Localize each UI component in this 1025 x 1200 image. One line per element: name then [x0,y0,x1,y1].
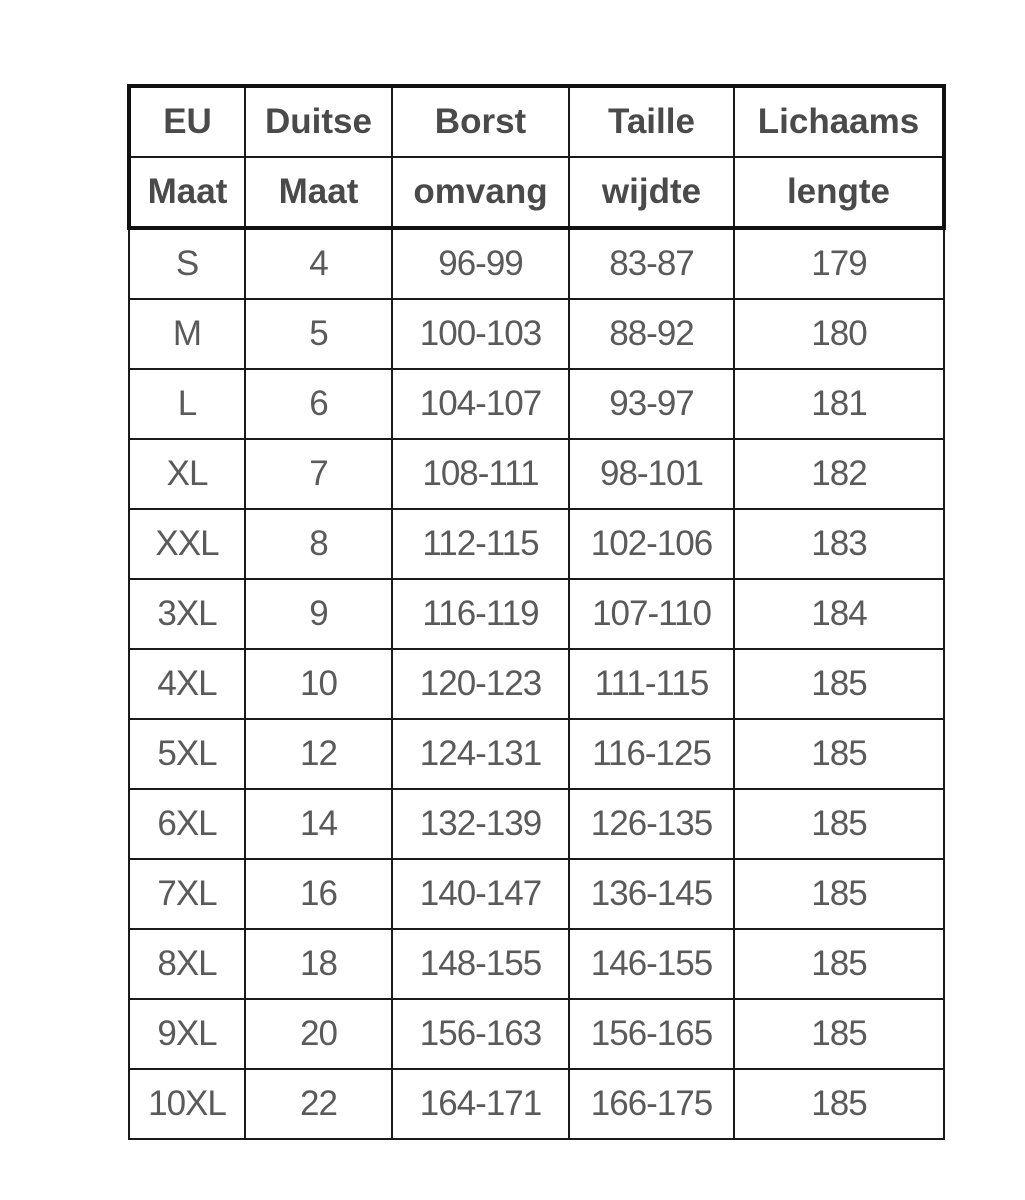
cell-waist: 107-110 [569,579,734,649]
cell-waist: 102-106 [569,509,734,579]
cell-chest: 120-123 [392,649,569,719]
header-lengte: lengte [734,157,944,228]
size-chart-table [127,84,946,1140]
table-row [129,439,944,509]
cell-chest: 124-131 [392,719,569,789]
cell-eu-size: 4XL [129,649,245,719]
cell-height: 185 [734,1069,944,1139]
cell-german-size: 22 [245,1069,392,1139]
cell-height: 183 [734,509,944,579]
table-row [129,579,944,649]
cell-chest: 108-111 [392,439,569,509]
cell-waist: 111-115 [569,649,734,719]
cell-eu-size: 8XL [129,929,245,999]
cell-eu-size: M [129,299,245,369]
cell-german-size: 4 [245,228,392,299]
table-row [129,719,944,789]
header-wijdte: wijdte [569,157,734,228]
cell-waist: 88-92 [569,299,734,369]
cell-waist: 136-145 [569,859,734,929]
cell-german-size: 12 [245,719,392,789]
cell-eu-size: 9XL [129,999,245,1069]
cell-eu-size: 3XL [129,579,245,649]
table-row [129,859,944,929]
cell-height: 185 [734,859,944,929]
cell-waist: 116-125 [569,719,734,789]
table-row [129,1069,944,1139]
table-body [129,228,944,1139]
cell-waist: 93-97 [569,369,734,439]
table-row [129,999,944,1069]
cell-eu-size: L [129,369,245,439]
header-taille: Taille [569,86,734,157]
cell-height: 185 [734,789,944,859]
cell-eu-size: 6XL [129,789,245,859]
table-row [129,369,944,439]
cell-height: 182 [734,439,944,509]
header-eu: EU [129,86,245,157]
cell-chest: 96-99 [392,228,569,299]
cell-eu-size: 5XL [129,719,245,789]
table-header [129,86,944,228]
cell-german-size: 18 [245,929,392,999]
cell-waist: 166-175 [569,1069,734,1139]
header-lichaams: Lichaams [734,86,944,157]
cell-german-size: 10 [245,649,392,719]
table-row [129,228,944,299]
cell-german-size: 8 [245,509,392,579]
cell-height: 185 [734,649,944,719]
cell-chest: 132-139 [392,789,569,859]
cell-waist: 156-165 [569,999,734,1069]
table-row [129,509,944,579]
cell-chest: 104-107 [392,369,569,439]
cell-waist: 83-87 [569,228,734,299]
cell-height: 185 [734,929,944,999]
cell-german-size: 20 [245,999,392,1069]
table-row [129,789,944,859]
cell-chest: 140-147 [392,859,569,929]
cell-chest: 112-115 [392,509,569,579]
cell-height: 185 [734,999,944,1069]
cell-height: 180 [734,299,944,369]
cell-german-size: 9 [245,579,392,649]
cell-chest: 156-163 [392,999,569,1069]
cell-eu-size: 10XL [129,1069,245,1139]
cell-german-size: 14 [245,789,392,859]
cell-german-size: 5 [245,299,392,369]
header-row-1 [129,86,944,157]
header-maat: Maat [129,157,245,228]
cell-eu-size: XXL [129,509,245,579]
table-row [129,929,944,999]
cell-eu-size: 7XL [129,859,245,929]
table-row [129,299,944,369]
cell-german-size: 7 [245,439,392,509]
cell-eu-size: S [129,228,245,299]
cell-german-size: 6 [245,369,392,439]
header-borst: Borst [392,86,569,157]
header-omvang: omvang [392,157,569,228]
cell-chest: 100-103 [392,299,569,369]
cell-height: 181 [734,369,944,439]
cell-height: 179 [734,228,944,299]
cell-height: 185 [734,719,944,789]
cell-waist: 146-155 [569,929,734,999]
header-duitse: Duitse [245,86,392,157]
header-duitse-maat: Maat [245,157,392,228]
cell-chest: 116-119 [392,579,569,649]
cell-eu-size: XL [129,439,245,509]
cell-german-size: 16 [245,859,392,929]
cell-chest: 164-171 [392,1069,569,1139]
header-row-2 [129,157,944,228]
cell-waist: 98-101 [569,439,734,509]
cell-chest: 148-155 [392,929,569,999]
cell-waist: 126-135 [569,789,734,859]
table-row [129,649,944,719]
cell-height: 184 [734,579,944,649]
